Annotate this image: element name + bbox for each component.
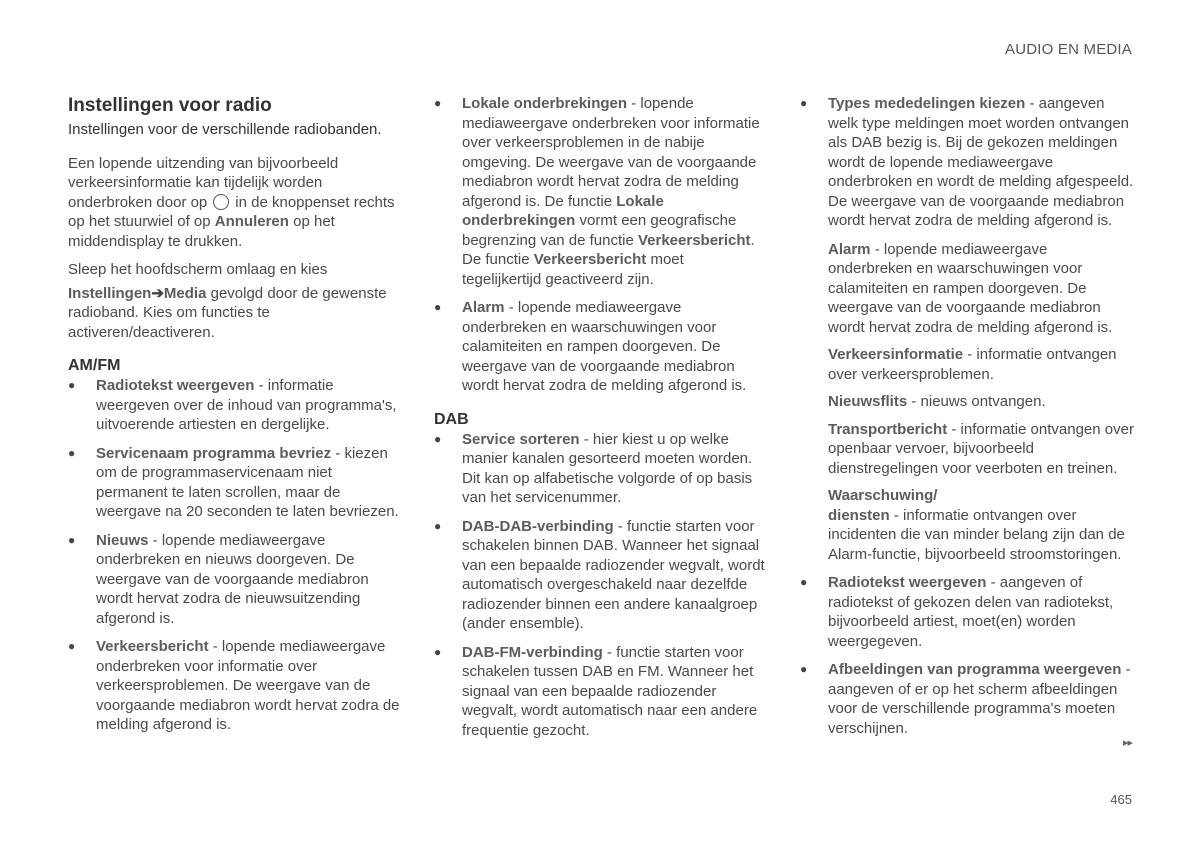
arrow-right-icon: ➔ <box>151 284 164 302</box>
dab-list <box>434 430 767 741</box>
list-item: ● Alarm - lopende mediaweergave onderbreken en waarschuwingen voor calamiteiten en rampen doorgeven. De weergave van de voorgaande mediabron wordt hervat zodra de melding afgerond is. <box>434 299 747 394</box>
sub-item: Alarm - lopende mediaweergave onderbreken en waarschuwingen voor calamiteiten en rampen doorgeven. De weergave van de voorgaande mediabron wordt hervat zodra de melding afgerond is. <box>828 240 1113 336</box>
sub-item: Transportbericht - informatie ontvangen over openbaar vervoer, bijvoorbeeld dienstregelingen voor veerboten en treinen. <box>828 420 1134 477</box>
section-title: AUDIO EN MEDIA <box>1005 41 1132 58</box>
dab-heading: DAB <box>434 410 469 428</box>
sub-item: Waarschuwing/ diensten - informatie ontvangen over incidenten die van minder belang zijn dan de Alarm-functie, bijvoorbeeld stroomstoringen. <box>828 487 1125 563</box>
sub-item: Nieuwsflits - nieuws ontvangen. <box>828 393 1046 410</box>
list-item: ● Servicenaam programma bevriez - kiezen om de programmaservicenaam niet permanent te laten scrollen, maar de weergave na 20 seconden te laten bevriezen. <box>68 444 399 520</box>
column-3 <box>800 94 1134 747</box>
page-title: Instellingen voor radio <box>68 95 272 116</box>
settings-label: Instellingen <box>68 284 152 302</box>
list-item: ● Verkeersbericht - lopende mediaweergave onderbreken voor informatie over verkeersproblemen. De weergave van de voorgaande mediabron wordt hervat zodra de melding afgerond is. <box>68 638 400 733</box>
list-item: ● Service sorteren - hier kiest u op welke manier kanalen gesorteerd moeten worden. Dit kan op alfabetische volgorde of op basis van het servicenummer. <box>434 430 753 506</box>
amfm-heading: AM/FM <box>68 357 121 374</box>
traffic-list <box>434 94 767 396</box>
media-label: Media <box>163 284 207 302</box>
settings-path: Instellingen➔Media gevolgd door de gewenste radioband. Kies om functies te activeren/deactiveren. <box>68 284 387 341</box>
display-list <box>800 573 1134 738</box>
list-item: ● Radiotekst weergeven - aangeven of radiotekst of gekozen delen van radiotekst, bijvoorbeeld artiest, moet(en) worden weergegeven. <box>800 574 1114 650</box>
list-item: ● Afbeeldingen van programma weergeven - aangeven of er op het scherm afbeeldingen voor de verschillende programma's moeten verschijnen. <box>800 661 1131 737</box>
list-item: ● Nieuws - lopende mediaweergave onderbreken en nieuws doorgeven. De weergave van de voorgaande mediabron wordt hervat zodra de nieuwsuitzending afgerond is. <box>68 531 369 627</box>
sub-item: Verkeersinformatie - informatie ontvangen over verkeersproblemen. <box>828 346 1117 383</box>
continue-arrow-icon: ▸▸ <box>1122 737 1132 749</box>
announcement-list <box>800 94 1134 231</box>
list-item: ● Radiotekst weergeven - informatie weergeven over de inhoud van programma's, uitvoerende artiesten en dergelijke. <box>68 377 397 433</box>
list-item: ● Lokale onderbrekingen - lopende mediaweergave onderbreken voor informatie over verkeersproblemen in de nabije omgeving. De weergave van de voorgaande mediabron wordt hervat zodra de melding afgerond is. De functie Lokale onderbrekingen vormt een geografische begrenzing van de functie Verkeersbericht. De functie Verkeersbericht moet tegelijkertijd geactiveerd zijn. <box>434 95 760 288</box>
page-number: 465 <box>1110 792 1132 807</box>
intro-paragraph: Een lopende uitzending van bijvoorbeeld verkeersinformatie kan tijdelijk worden onderbroken door op in de knoppenset rechts op het stuurwiel of op Annuleren op het middendisplay te drukken. <box>68 154 395 250</box>
column-1 <box>68 94 401 744</box>
list-item: ● Types mededelingen kiezen - aangeven welk type meldingen moet worden ontvangen als DAB bezig is. Bij de gekozen meldingen wordt de lopende mediaweergave onderbroken en wordt de melding afgespeeld. De weergave van de voorgaande mediabron wordt hervat zodra de melding afgerond is. <box>800 95 1134 229</box>
steering-wheel-button-icon <box>213 194 229 210</box>
amfm-list <box>68 376 401 735</box>
cancel-label: Annuleren <box>214 213 289 230</box>
drag-instruction: Sleep het hoofdscherm omlaag en kies <box>68 261 328 278</box>
page-subtitle: Instellingen voor de verschillende radiobanden. <box>68 121 382 138</box>
list-item: ● DAB-FM-verbinding - functie starten voor schakelen tussen DAB en FM. Wanneer het signaal van een bepaalde radiozender wegvalt, wordt automatisch naar een andere frequentie gezocht. <box>434 643 758 739</box>
column-2 <box>434 94 767 749</box>
list-item: ● DAB-DAB-verbinding - functie starten voor schakelen binnen DAB. Wanneer het signaal van een bepaalde radiozender wegvalt, wordt automatisch overgeschakeld naar dezelfde radiozender binnen een andere kanaalgroep (ander ensemble). <box>434 517 765 632</box>
